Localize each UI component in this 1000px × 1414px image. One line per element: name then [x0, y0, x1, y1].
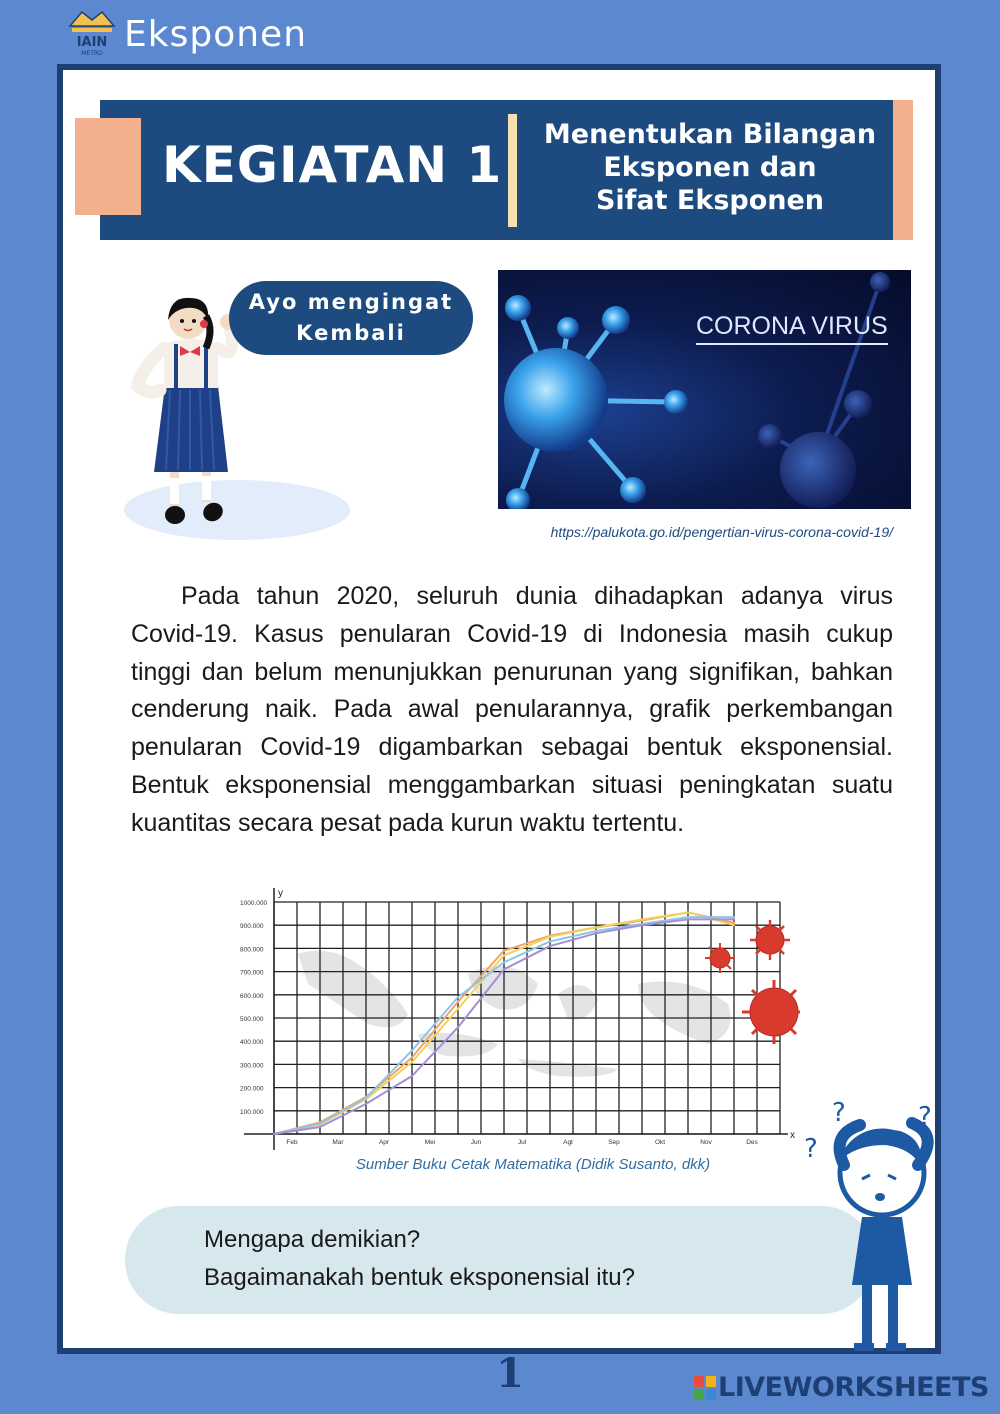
x-tick-label: Mar: [332, 1139, 344, 1146]
x-tick-label: Jul: [517, 1139, 527, 1146]
banner-subtitle: [540, 118, 880, 217]
iain-metro-logo: [64, 8, 120, 58]
activity-banner: [100, 100, 893, 240]
banner-subtitle-line: Sifat Eksponen: [595, 185, 825, 216]
covid-growth-chart: [238, 884, 800, 1154]
y-tick-label: 200.000: [240, 1085, 264, 1093]
image-source-link[interactable]: https://palukota.go.id/pengertian-virus-corona-covid-19/: [550, 524, 893, 540]
x-tick-label: Jun: [470, 1139, 482, 1146]
y-tick-label: 1000.000: [240, 900, 268, 907]
y-tick-label: 500.000: [240, 1016, 264, 1023]
svg-text:IAIN: IAIN: [76, 35, 108, 50]
intro-paragraph: Pada tahun 2020, seluruh dunia dihadapkan adanya virus Covid-19. Kasus penularan Covid-19 di Indonesia masih cukup tinggi dan belum menunjukkan penurunan yang signifikan, bahkan cenderung naik. Pada awal penularannya, grafik perkembangan penularan Covid-19 digambarkan sebagai bentuk eksponensial. Bentuk eksponensial menggambarkan situasi peningkatan suatu kuantitas secara pesat pada kurun waktu tertentu.: [131, 582, 893, 837]
y-tick-label: 900.000: [240, 923, 264, 931]
bubble-line: Ayo mengingat: [248, 290, 454, 314]
corona-virus-label: CORONA VIRUS: [696, 312, 888, 345]
banner-subtitle-line: Menentukan Bilangan: [543, 119, 877, 150]
y-tick-label: 800.000: [240, 946, 264, 954]
question-line-2: Bagaimanakah bentuk eksponensial itu?: [204, 1264, 635, 1291]
virus-illustration: [498, 270, 911, 509]
banner-subtitle-line: Eksponen dan: [603, 152, 817, 183]
banner-accent-left: [75, 118, 141, 215]
y-axis-label: y: [278, 888, 283, 899]
x-tick-label: Okt: [654, 1139, 666, 1146]
svg-text:?: ?: [918, 1102, 932, 1132]
svg-text:?: ?: [804, 1134, 818, 1164]
x-tick-label: Agt: [563, 1139, 573, 1146]
x-tick-label: Apr: [378, 1139, 390, 1146]
y-tick-label: 600.000: [240, 992, 264, 1000]
x-axis-label: x: [790, 1130, 795, 1141]
liveworksheets-brand[interactable]: LIVEWORKSHEETS: [718, 1372, 989, 1403]
x-tick-label: Nov: [700, 1139, 712, 1146]
y-tick-label: 300.000: [240, 1062, 264, 1070]
svg-text:?: ?: [832, 1098, 846, 1128]
y-tick-label: 400.000: [240, 1039, 264, 1047]
corona-virus-image: [498, 270, 911, 509]
banner-title: KEGIATAN 1: [162, 136, 503, 194]
x-tick-label: Sep: [608, 1139, 620, 1146]
x-tick-label: Feb: [286, 1139, 298, 1146]
y-tick-label: 100.000: [240, 1108, 264, 1116]
banner-divider: [508, 114, 517, 227]
page-number: 1: [496, 1350, 524, 1397]
liveworksheets-logo-icon: [694, 1376, 716, 1400]
y-tick-label: 700.000: [240, 969, 264, 977]
x-tick-label: Mei: [424, 1139, 436, 1146]
x-tick-label: Des: [746, 1139, 758, 1146]
chart-source-caption: Sumber Buku Cetak Matematika (Didik Susanto, dkk): [355, 1156, 711, 1173]
banner-accent-right: [893, 100, 913, 240]
chart-grid: [274, 902, 780, 1134]
page-header-title: Eksponen: [124, 14, 308, 55]
confused-figure-illustration: [800, 1095, 950, 1355]
reminder-speech-bubble: [229, 281, 473, 355]
bubble-line: Kembali: [296, 321, 406, 345]
svg-text:METRO: METRO: [81, 50, 103, 57]
question-box: [125, 1206, 875, 1314]
question-line-1: Mengapa demikian?: [204, 1226, 421, 1253]
